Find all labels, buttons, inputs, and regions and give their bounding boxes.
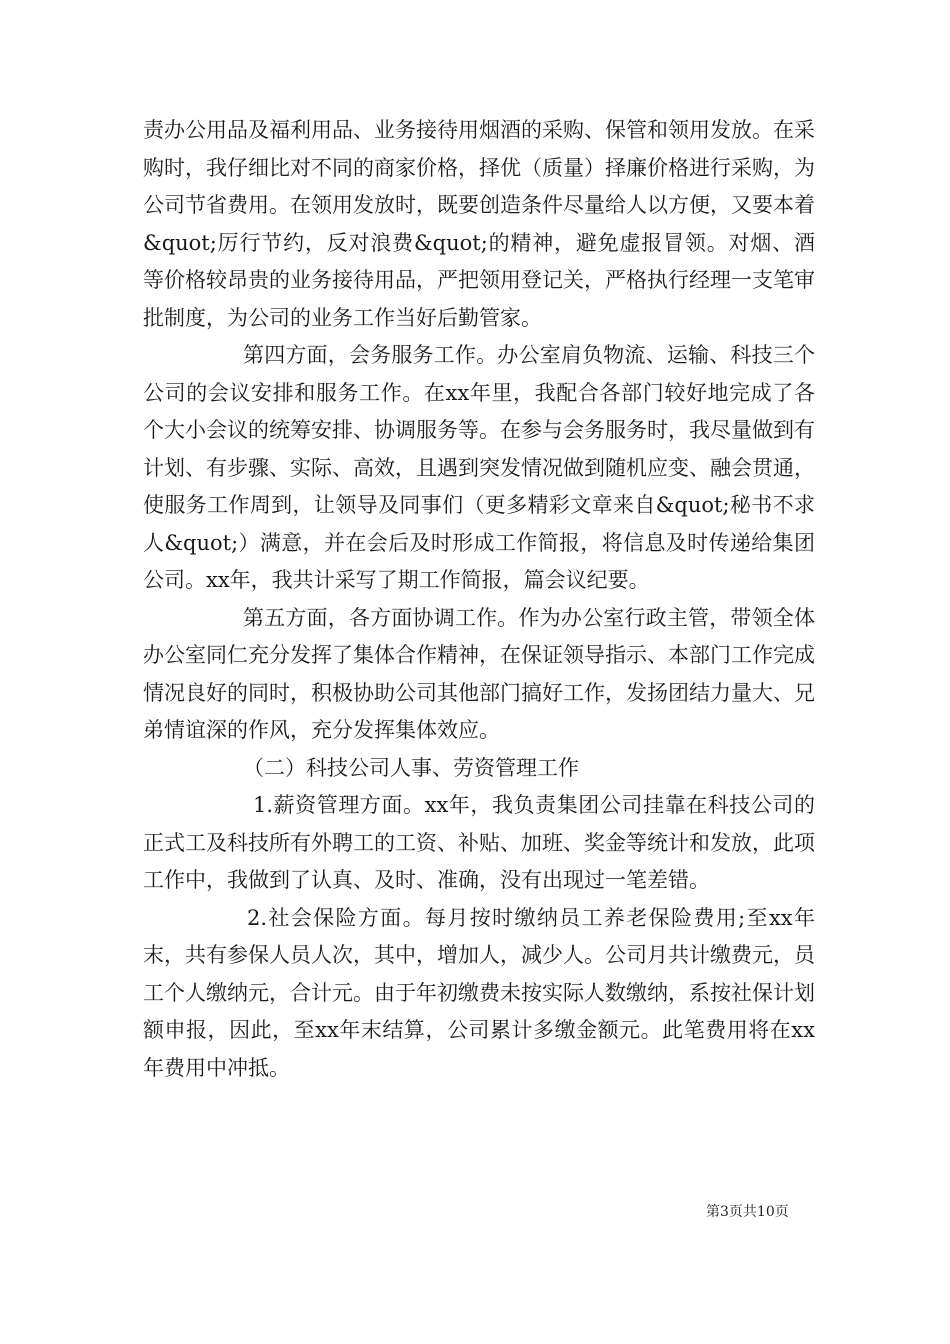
document-body bbox=[143, 112, 815, 1087]
paragraph-procurement: 责办公用品及福利用品、业务接待用烟酒的采购、保管和领用发放。在采购时，我仔细比对不同的商家价格，择优（质量）择廉价格进行采购，为公司节省费用。在领用发放时，既要创造条件尽量给人以方便，又要本着&quot;厉行节约，反对浪费&quot;的精神，避免虚报冒领。对烟、酒等价格较昂贵的业务接待用品，严把领用登记关，严格执行经理一支笔审批制度，为公司的业务工作当好后勤管家。 bbox=[143, 118, 815, 330]
paragraph-meeting-services: 第四方面，会务服务工作。办公室肩负物流、运输、科技三个公司的会议安排和服务工作。在xx年里，我配合各部门较好地完成了各个大小会议的统筹安排、协调服务等。在参与会务服务时，我尽量做到有计划、有步骤、实际、高效，且遇到突发情况做到随机应变、融会贯通，使服务工作周到，让领导及同事们（更多精彩文章来自&quot;秘书不求人&quot;）满意，并在会后及时形成工作简报，将信息及时传递给集团公司。xx年，我共计采写了期工作简报，篇会议纪要。 bbox=[143, 343, 815, 592]
section-heading-hr: （二）科技公司人事、劳资管理工作 bbox=[243, 755, 579, 780]
paragraph-social-insurance: 2.社会保险方面。每月按时缴纳员工养老保险费用;至xx年末，共有参保人员人次，其中，增加人，减少人。公司月共计缴费元，员工个人缴纳元，合计元。由于年初缴费未按实际人数缴纳，系按社保计划额申报，因此，至xx年末结算，公司累计多缴金额元。此笔费用将在xx年费用中冲抵。 bbox=[143, 905, 815, 1080]
paragraph-salary-management: 1.薪资管理方面。xx年，我负责集团公司挂靠在科技公司的正式工及科技所有外聘工的工资、补贴、加班、奖金等统计和发放，此项工作中，我做到了认真、及时、准确，没有出现过一笔差错。 bbox=[143, 793, 815, 892]
paragraph-coordination: 第五方面，各方面协调工作。作为办公室行政主管，带领全体办公室同仁充分发挥了集体合作精神，在保证领导指示、本部门工作完成情况良好的同时，积极协助公司其他部门搞好工作，发扬团结力量大、兄弟情谊深的作风，充分发挥集体效应。 bbox=[143, 605, 815, 742]
page-number-footer: 第3页共10页 bbox=[706, 1204, 789, 1220]
